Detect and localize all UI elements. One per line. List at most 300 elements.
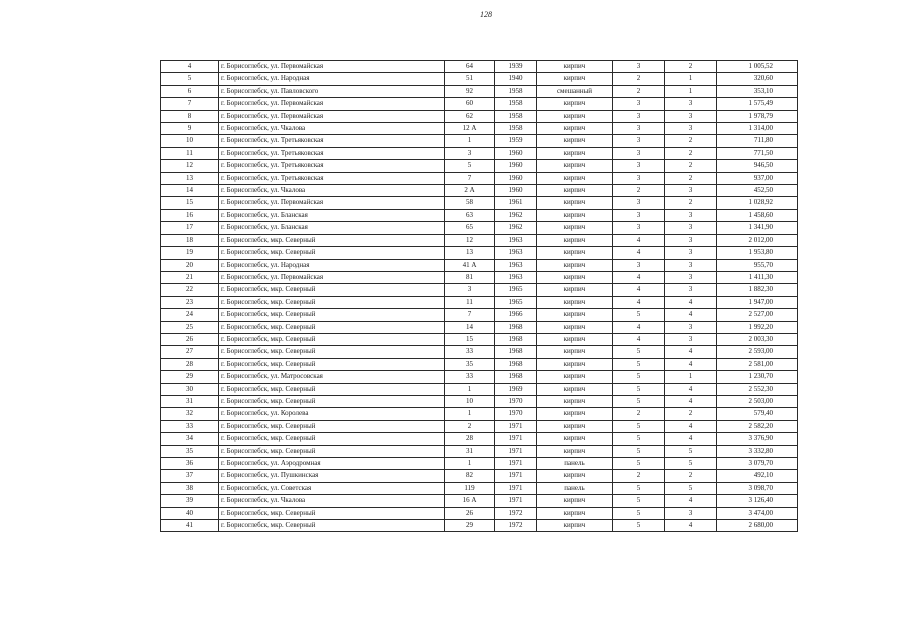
table-row [161,160,798,172]
floors-cell: 2 [613,408,665,420]
row-number-cell: 39 [161,495,219,507]
wall-material-cell: кирпич [537,433,613,445]
wall-material-cell: кирпич [537,147,613,159]
row-number-cell: 37 [161,470,219,482]
row-number-cell: 4 [161,61,219,73]
sections-cell: 2 [665,172,717,184]
page-number: 128 [480,10,492,19]
table-row [161,408,798,420]
table-row [161,495,798,507]
address-cell: г. Борисоглебск, мкр. Северный [219,346,445,358]
area-cell: 320,60 [717,73,798,85]
address-cell: г. Борисоглебск, мкр. Северный [219,395,445,407]
wall-material-cell: кирпич [537,296,613,308]
floors-cell: 5 [613,420,665,432]
year-built-cell: 1968 [495,371,537,383]
floors-cell: 3 [613,147,665,159]
floors-cell: 5 [613,507,665,519]
sections-cell: 1 [665,85,717,97]
floors-cell: 3 [613,98,665,110]
housing-table [160,60,798,532]
row-number-cell: 6 [161,85,219,97]
table-row [161,271,798,283]
house-number-cell: 2 [445,420,495,432]
address-cell: г. Борисоглебск, ул. Народная [219,73,445,85]
house-number-cell: 14 [445,321,495,333]
wall-material-cell: кирпич [537,197,613,209]
row-number-cell: 38 [161,482,219,494]
sections-cell: 3 [665,321,717,333]
wall-material-cell: кирпич [537,408,613,420]
area-cell: 1 953,80 [717,247,798,259]
row-number-cell: 28 [161,358,219,370]
year-built-cell: 1966 [495,309,537,321]
row-number-cell: 11 [161,147,219,159]
sections-cell: 2 [665,135,717,147]
sections-cell: 3 [665,284,717,296]
row-number-cell: 30 [161,383,219,395]
house-number-cell: 1 [445,383,495,395]
year-built-cell: 1940 [495,73,537,85]
house-number-cell: 81 [445,271,495,283]
floors-cell: 4 [613,271,665,283]
house-number-cell: 7 [445,309,495,321]
house-number-cell: 1 [445,408,495,420]
sections-cell: 4 [665,346,717,358]
area-cell: 2 003,30 [717,333,798,345]
area-cell: 2 552,30 [717,383,798,395]
sections-cell: 4 [665,309,717,321]
wall-material-cell: кирпич [537,160,613,172]
table-row [161,234,798,246]
house-number-cell: 62 [445,110,495,122]
address-cell: г. Борисоглебск, ул. Первомайская [219,197,445,209]
sections-cell: 3 [665,110,717,122]
sections-cell: 3 [665,247,717,259]
sections-cell: 3 [665,271,717,283]
house-number-cell: 31 [445,445,495,457]
house-number-cell: 5 [445,160,495,172]
floors-cell: 2 [613,85,665,97]
row-number-cell: 41 [161,520,219,532]
wall-material-cell: кирпич [537,371,613,383]
house-number-cell: 92 [445,85,495,97]
area-cell: 1 314,00 [717,123,798,135]
address-cell: г. Борисоглебск, мкр. Северный [219,309,445,321]
wall-material-cell: кирпич [537,98,613,110]
sections-cell: 2 [665,147,717,159]
row-number-cell: 16 [161,209,219,221]
wall-material-cell: кирпич [537,123,613,135]
table-row [161,147,798,159]
wall-material-cell: кирпич [537,73,613,85]
table-row [161,247,798,259]
house-number-cell: 41 А [445,259,495,271]
row-number-cell: 35 [161,445,219,457]
address-cell: г. Борисоглебск, мкр. Северный [219,507,445,519]
sections-cell: 3 [665,259,717,271]
table-row [161,420,798,432]
area-cell: 946,50 [717,160,798,172]
table-row [161,395,798,407]
floors-cell: 3 [613,123,665,135]
area-cell: 2 503,00 [717,395,798,407]
sections-cell: 2 [665,160,717,172]
row-number-cell: 26 [161,333,219,345]
wall-material-cell: кирпич [537,222,613,234]
area-cell: 3 474,00 [717,507,798,519]
sections-cell: 2 [665,197,717,209]
wall-material-cell: кирпич [537,247,613,259]
floors-cell: 3 [613,172,665,184]
sections-cell: 3 [665,98,717,110]
year-built-cell: 1962 [495,209,537,221]
address-cell: г. Борисоглебск, ул. Бланская [219,209,445,221]
house-number-cell: 65 [445,222,495,234]
row-number-cell: 17 [161,222,219,234]
sections-cell: 3 [665,123,717,135]
row-number-cell: 14 [161,185,219,197]
floors-cell: 3 [613,160,665,172]
sections-cell: 1 [665,371,717,383]
year-built-cell: 1958 [495,98,537,110]
house-number-cell: 63 [445,209,495,221]
wall-material-cell: панель [537,482,613,494]
area-cell: 452,50 [717,185,798,197]
house-number-cell: 7 [445,172,495,184]
row-number-cell: 25 [161,321,219,333]
house-number-cell: 64 [445,61,495,73]
table-body [161,61,798,532]
year-built-cell: 1972 [495,507,537,519]
sections-cell: 3 [665,209,717,221]
address-cell: г. Борисоглебск, ул. Первомайская [219,110,445,122]
row-number-cell: 21 [161,271,219,283]
address-cell: г. Борисоглебск, ул. Третьяковская [219,160,445,172]
row-number-cell: 20 [161,259,219,271]
year-built-cell: 1965 [495,284,537,296]
floors-cell: 4 [613,333,665,345]
floors-cell: 5 [613,458,665,470]
sections-cell: 4 [665,420,717,432]
row-number-cell: 18 [161,234,219,246]
sections-cell: 5 [665,445,717,457]
table-row [161,222,798,234]
year-built-cell: 1958 [495,123,537,135]
table-row [161,85,798,97]
house-number-cell: 35 [445,358,495,370]
address-cell: г. Борисоглебск, ул. Аэродромная [219,458,445,470]
house-number-cell: 29 [445,520,495,532]
year-built-cell: 1960 [495,172,537,184]
area-cell: 1 947,00 [717,296,798,308]
wall-material-cell: кирпич [537,172,613,184]
address-cell: г. Борисоглебск, ул. Бланская [219,222,445,234]
year-built-cell: 1971 [495,433,537,445]
area-cell: 1 230,70 [717,371,798,383]
year-built-cell: 1965 [495,296,537,308]
house-number-cell: 58 [445,197,495,209]
sections-cell: 3 [665,507,717,519]
row-number-cell: 22 [161,284,219,296]
area-cell: 579,40 [717,408,798,420]
wall-material-cell: кирпич [537,321,613,333]
floors-cell: 5 [613,309,665,321]
table-row [161,209,798,221]
address-cell: г. Борисоглебск, ул. Чкалова [219,123,445,135]
wall-material-cell: смешанный [537,85,613,97]
address-cell: г. Борисоглебск, ул. Матросовская [219,371,445,383]
table-row [161,98,798,110]
year-built-cell: 1963 [495,271,537,283]
table-row [161,520,798,532]
wall-material-cell: кирпич [537,346,613,358]
house-number-cell: 15 [445,333,495,345]
area-cell: 2 527,00 [717,309,798,321]
year-built-cell: 1970 [495,395,537,407]
address-cell: г. Борисоглебск, мкр. Северный [219,247,445,259]
house-number-cell: 33 [445,346,495,358]
area-cell: 1 882,30 [717,284,798,296]
area-cell: 3 098,70 [717,482,798,494]
row-number-cell: 13 [161,172,219,184]
table-row [161,346,798,358]
address-cell: г. Борисоглебск, мкр. Северный [219,234,445,246]
year-built-cell: 1972 [495,520,537,532]
address-cell: г. Борисоглебск, ул. Народная [219,259,445,271]
table-row [161,445,798,457]
address-cell: г. Борисоглебск, ул. Пушкинская [219,470,445,482]
table-row [161,284,798,296]
year-built-cell: 1958 [495,110,537,122]
row-number-cell: 15 [161,197,219,209]
house-number-cell: 119 [445,482,495,494]
table-row [161,383,798,395]
wall-material-cell: кирпич [537,333,613,345]
area-cell: 3 332,80 [717,445,798,457]
row-number-cell: 32 [161,408,219,420]
area-cell: 1 992,20 [717,321,798,333]
address-cell: г. Борисоглебск, мкр. Северный [219,420,445,432]
table-row [161,296,798,308]
address-cell: г. Борисоглебск, ул. Третьяковская [219,147,445,159]
year-built-cell: 1963 [495,247,537,259]
row-number-cell: 10 [161,135,219,147]
year-built-cell: 1968 [495,346,537,358]
floors-cell: 3 [613,259,665,271]
wall-material-cell: кирпич [537,507,613,519]
wall-material-cell: кирпич [537,234,613,246]
area-cell: 937,00 [717,172,798,184]
address-cell: г. Борисоглебск, мкр. Северный [219,520,445,532]
floors-cell: 4 [613,321,665,333]
house-number-cell: 10 [445,395,495,407]
wall-material-cell: кирпич [537,209,613,221]
house-number-cell: 82 [445,470,495,482]
house-number-cell: 3 [445,284,495,296]
table-row [161,123,798,135]
year-built-cell: 1971 [495,495,537,507]
table-row [161,333,798,345]
sections-cell: 4 [665,296,717,308]
wall-material-cell: панель [537,458,613,470]
table-row [161,507,798,519]
area-cell: 711,80 [717,135,798,147]
sections-cell: 4 [665,433,717,445]
area-cell: 771,50 [717,147,798,159]
floors-cell: 5 [613,358,665,370]
row-number-cell: 34 [161,433,219,445]
table-row [161,309,798,321]
floors-cell: 3 [613,197,665,209]
row-number-cell: 29 [161,371,219,383]
address-cell: г. Борисоглебск, ул. Третьяковская [219,135,445,147]
year-built-cell: 1961 [495,197,537,209]
row-number-cell: 40 [161,507,219,519]
year-built-cell: 1959 [495,135,537,147]
area-cell: 353,10 [717,85,798,97]
wall-material-cell: кирпич [537,271,613,283]
floors-cell: 3 [613,222,665,234]
area-cell: 1 341,90 [717,222,798,234]
row-number-cell: 9 [161,123,219,135]
sections-cell: 2 [665,61,717,73]
house-number-cell: 33 [445,371,495,383]
area-cell: 492,10 [717,470,798,482]
table-row [161,110,798,122]
sections-cell: 4 [665,358,717,370]
row-number-cell: 31 [161,395,219,407]
address-cell: г. Борисоглебск, мкр. Северный [219,383,445,395]
address-cell: г. Борисоглебск, мкр. Северный [219,284,445,296]
row-number-cell: 8 [161,110,219,122]
floors-cell: 3 [613,61,665,73]
address-cell: г. Борисоглебск, ул. Королева [219,408,445,420]
area-cell: 1 458,60 [717,209,798,221]
year-built-cell: 1969 [495,383,537,395]
year-built-cell: 1963 [495,234,537,246]
sections-cell: 1 [665,73,717,85]
area-cell: 1 411,30 [717,271,798,283]
row-number-cell: 5 [161,73,219,85]
year-built-cell: 1971 [495,482,537,494]
wall-material-cell: кирпич [537,395,613,407]
address-cell: г. Борисоглебск, ул. Чкалова [219,185,445,197]
year-built-cell: 1963 [495,259,537,271]
wall-material-cell: кирпич [537,383,613,395]
wall-material-cell: кирпич [537,520,613,532]
row-number-cell: 24 [161,309,219,321]
sections-cell: 4 [665,395,717,407]
year-built-cell: 1968 [495,358,537,370]
sections-cell: 4 [665,520,717,532]
wall-material-cell: кирпич [537,495,613,507]
wall-material-cell: кирпич [537,135,613,147]
address-cell: г. Борисоглебск, ул. Третьяковская [219,172,445,184]
year-built-cell: 1939 [495,61,537,73]
address-cell: г. Борисоглебск, мкр. Северный [219,296,445,308]
year-built-cell: 1958 [495,85,537,97]
row-number-cell: 23 [161,296,219,308]
area-cell: 955,70 [717,259,798,271]
floors-cell: 5 [613,395,665,407]
table-row [161,358,798,370]
area-cell: 2 680,00 [717,520,798,532]
address-cell: г. Борисоглебск, мкр. Северный [219,358,445,370]
sections-cell: 4 [665,495,717,507]
sections-cell: 3 [665,234,717,246]
row-number-cell: 27 [161,346,219,358]
area-cell: 2 581,00 [717,358,798,370]
table-row [161,371,798,383]
table-row [161,321,798,333]
row-number-cell: 36 [161,458,219,470]
wall-material-cell: кирпич [537,284,613,296]
area-cell: 1 575,49 [717,98,798,110]
house-number-cell: 12 [445,234,495,246]
table-row [161,61,798,73]
year-built-cell: 1960 [495,160,537,172]
wall-material-cell: кирпич [537,259,613,271]
area-cell: 1 028,92 [717,197,798,209]
house-number-cell: 1 [445,458,495,470]
table-row [161,73,798,85]
address-cell: г. Борисоглебск, ул. Чкалова [219,495,445,507]
floors-cell: 5 [613,482,665,494]
row-number-cell: 33 [161,420,219,432]
floors-cell: 4 [613,284,665,296]
house-number-cell: 11 [445,296,495,308]
address-cell: г. Борисоглебск, ул. Павловского [219,85,445,97]
house-number-cell: 16 А [445,495,495,507]
row-number-cell: 7 [161,98,219,110]
wall-material-cell: кирпич [537,309,613,321]
floors-cell: 2 [613,185,665,197]
sections-cell: 3 [665,333,717,345]
year-built-cell: 1970 [495,408,537,420]
year-built-cell: 1962 [495,222,537,234]
wall-material-cell: кирпич [537,470,613,482]
address-cell: г. Борисоглебск, мкр. Северный [219,333,445,345]
house-number-cell: 60 [445,98,495,110]
sections-cell: 2 [665,408,717,420]
year-built-cell: 1971 [495,470,537,482]
floors-cell: 4 [613,247,665,259]
floors-cell: 5 [613,371,665,383]
table-row [161,197,798,209]
address-cell: г. Борисоглебск, ул. Советская [219,482,445,494]
table-row [161,433,798,445]
sections-cell: 3 [665,185,717,197]
sections-cell: 3 [665,222,717,234]
address-cell: г. Борисоглебск, ул. Первомайская [219,61,445,73]
address-cell: г. Борисоглебск, мкр. Северный [219,433,445,445]
wall-material-cell: кирпич [537,185,613,197]
area-cell: 2 012,00 [717,234,798,246]
area-cell: 2 593,00 [717,346,798,358]
wall-material-cell: кирпич [537,358,613,370]
area-cell: 2 582,20 [717,420,798,432]
floors-cell: 3 [613,110,665,122]
area-cell: 3 126,40 [717,495,798,507]
address-cell: г. Борисоглебск, ул. Первомайская [219,271,445,283]
house-number-cell: 26 [445,507,495,519]
year-built-cell: 1968 [495,321,537,333]
floors-cell: 3 [613,209,665,221]
wall-material-cell: кирпич [537,110,613,122]
table-row [161,172,798,184]
table-row [161,458,798,470]
